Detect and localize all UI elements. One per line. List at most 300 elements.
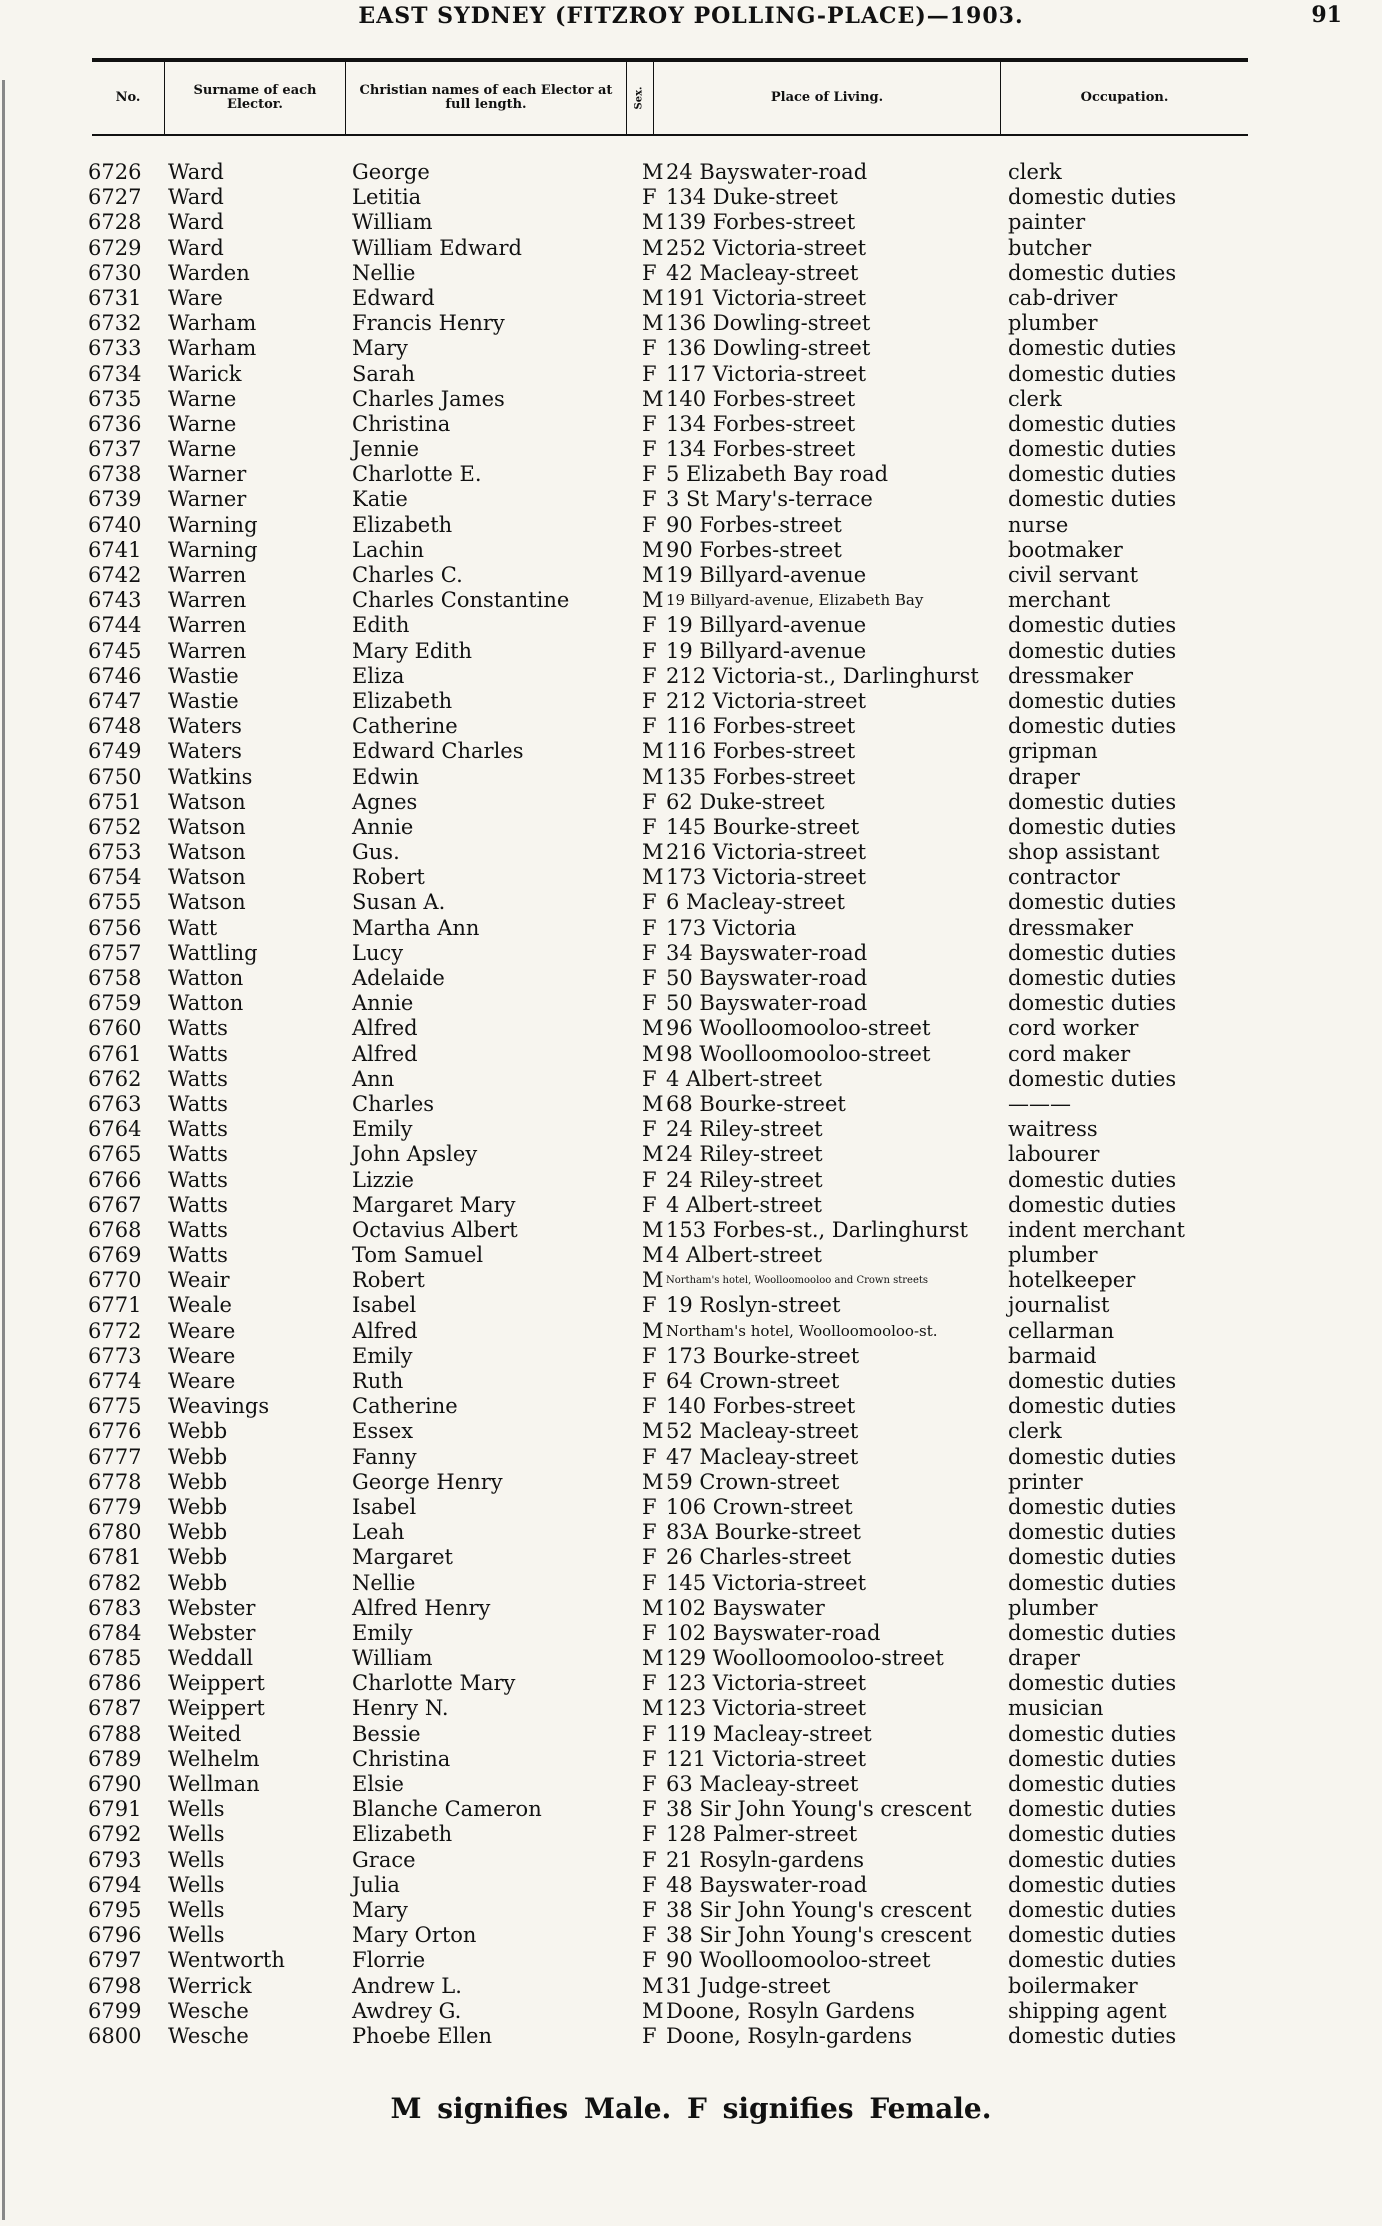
elector-place: 117 Victoria-street [666, 361, 867, 386]
table-row [0, 765, 1382, 790]
elector-surname: Webb [168, 1444, 228, 1469]
elector-occupation: domestic duties [1008, 462, 1177, 487]
elector-number: 6787 [88, 1696, 142, 1721]
elector-occupation: contractor [1008, 865, 1120, 890]
elector-christian-names: Mary [352, 1897, 408, 1922]
elector-christian-names: Fanny [352, 1444, 417, 1469]
table-row [0, 1898, 1382, 1923]
table-row [0, 1142, 1382, 1167]
table-row [0, 1948, 1382, 1973]
elector-number: 6772 [88, 1318, 142, 1343]
elector-number: 6781 [88, 1545, 142, 1570]
table-row [0, 1848, 1382, 1873]
elector-occupation: plumber [1008, 1243, 1098, 1268]
elector-christian-names: Edwin [352, 764, 419, 789]
elector-occupation: domestic duties [1008, 789, 1177, 814]
elector-sex: M [642, 865, 664, 890]
elector-number: 6784 [88, 1620, 142, 1645]
elector-sex: F [642, 462, 657, 487]
elector-surname: Weare [168, 1343, 236, 1368]
elector-sex: M [642, 739, 664, 764]
table-row [0, 2024, 1382, 2049]
elector-christian-names: Alfred [352, 1318, 418, 1343]
elector-christian-names: Emily [352, 1620, 413, 1645]
table-row [0, 1722, 1382, 1747]
elector-christian-names: John Apsley [352, 1142, 478, 1167]
elector-sex: F [642, 1570, 657, 1595]
elector-number: 6771 [88, 1293, 142, 1318]
elector-sex: M [642, 563, 664, 587]
elector-christian-names: Elizabeth [352, 1822, 453, 1847]
elector-occupation: domestic duties [1008, 1897, 1177, 1922]
table-row [0, 1772, 1382, 1797]
elector-number: 6756 [88, 915, 142, 940]
elector-number: 6796 [88, 1923, 142, 1948]
elector-number: 6785 [88, 1646, 142, 1671]
elector-christian-names: Andrew L. [352, 1973, 462, 1998]
elector-surname: Webb [168, 1494, 228, 1519]
elector-number: 6743 [88, 588, 142, 613]
elector-place: 173 Bourke-street [666, 1343, 860, 1368]
elector-occupation: domestic duties [1008, 1394, 1177, 1419]
elector-sex: F [642, 1369, 657, 1393]
elector-occupation: boilermaker [1008, 1973, 1138, 1998]
elector-place: 19 Roslyn-street [666, 1293, 841, 1318]
elector-place: 34 Bayswater-road [666, 940, 868, 965]
table-row [0, 236, 1382, 261]
elector-surname: Wesche [168, 1998, 249, 2023]
elector-surname: Warren [168, 613, 247, 638]
elector-place: 3 St Mary's-terrace [666, 487, 873, 512]
elector-surname: Ward [168, 185, 224, 210]
elector-surname: Ward [168, 235, 224, 260]
elector-number: 6759 [88, 991, 142, 1016]
elector-sex: F [642, 789, 657, 814]
elector-number: 6783 [88, 1595, 142, 1620]
elector-place: 145 Bourke-street [666, 814, 860, 839]
elector-number: 6755 [88, 890, 142, 915]
elector-place: Northam's hotel, Woolloomooloo and Crown streets [666, 1275, 929, 1287]
table-row [0, 1495, 1382, 1520]
elector-sex: M [642, 1646, 664, 1671]
elector-sex: M [642, 764, 664, 789]
elector-place: 128 Palmer-street [666, 1822, 858, 1847]
table-row [0, 1168, 1382, 1193]
elector-occupation: domestic duties [1008, 714, 1177, 739]
elector-surname: Ware [168, 285, 223, 310]
elector-christian-names: Elsie [352, 1772, 404, 1796]
table-row [0, 487, 1382, 512]
elector-surname: Watson [168, 865, 246, 890]
elector-surname: Weare [168, 1318, 236, 1343]
elector-number: 6734 [88, 361, 142, 386]
elector-sex: F [642, 1822, 657, 1847]
elector-surname: Watts [168, 1192, 228, 1217]
elector-number: 6780 [88, 1520, 142, 1545]
elector-list [0, 160, 1382, 2049]
elector-sex: M [642, 1217, 664, 1242]
elector-occupation: domestic duties [1008, 1620, 1177, 1645]
elector-christian-names: William [352, 210, 433, 235]
elector-occupation: plumber [1008, 311, 1098, 336]
elector-place: 31 Judge-street [666, 1973, 831, 1998]
elector-christian-names: Essex [352, 1419, 414, 1444]
table-row [0, 916, 1382, 941]
elector-occupation: waitress [1008, 1117, 1098, 1142]
elector-sex: F [642, 613, 657, 638]
table-row [0, 815, 1382, 840]
elector-place: Northam's hotel, Woolloomooloo-st. [666, 1321, 938, 1340]
elector-christian-names: Adelaide [352, 966, 445, 990]
header-sex [627, 62, 654, 134]
elector-christian-names: Henry N. [352, 1696, 449, 1721]
elector-christian-names: Sarah [352, 361, 415, 386]
elector-number: 6768 [88, 1217, 142, 1242]
elector-sex: F [642, 663, 657, 688]
elector-place: 6 Macleay-street [666, 890, 845, 915]
table-row [0, 437, 1382, 462]
elector-place: 4 Albert-street [666, 1243, 822, 1268]
elector-surname: Wells [168, 1872, 225, 1897]
elector-christian-names: Jennie [352, 437, 420, 462]
elector-christian-names: Katie [352, 487, 408, 512]
elector-number: 6738 [88, 462, 142, 487]
elector-surname: Wattling [168, 940, 258, 965]
elector-christian-names: Lizzie [352, 1167, 414, 1192]
elector-surname: Watts [168, 1217, 228, 1242]
elector-occupation: domestic duties [1008, 1923, 1177, 1948]
elector-number: 6795 [88, 1897, 142, 1922]
elector-surname: Wells [168, 1797, 225, 1822]
elector-christian-names: Annie [352, 991, 414, 1016]
elector-surname: Warham [168, 336, 257, 361]
elector-christian-names: Charles [352, 1091, 435, 1116]
elector-place: 38 Sir John Young's crescent [666, 1797, 972, 1822]
elector-occupation: domestic duties [1008, 411, 1177, 436]
elector-christian-names: Octavius Albert [352, 1217, 518, 1242]
elector-place: 64 Crown-street [666, 1369, 840, 1393]
elector-number: 6769 [88, 1243, 142, 1268]
table-row [0, 1696, 1382, 1721]
header-surname: Surname of each Elector. [165, 62, 346, 134]
elector-number: 6752 [88, 814, 142, 839]
elector-occupation: dressmaker [1008, 915, 1134, 940]
elector-number: 6754 [88, 865, 142, 890]
elector-surname: Wellman [168, 1772, 260, 1796]
elector-place: 90 Forbes-street [666, 537, 842, 562]
elector-place: 123 Victoria-street [666, 1671, 867, 1696]
elector-place: 19 Billyard-avenue [666, 613, 867, 638]
table-row [0, 1470, 1382, 1495]
table-row [0, 1545, 1382, 1570]
elector-surname: Warne [168, 411, 237, 436]
elector-sex: M [642, 1973, 664, 1998]
elector-occupation: domestic duties [1008, 940, 1177, 965]
elector-surname: Wells [168, 1897, 225, 1922]
elector-surname: Ward [168, 210, 224, 235]
elector-surname: Watkins [168, 764, 253, 789]
elector-number: 6778 [88, 1469, 142, 1494]
elector-number: 6770 [88, 1268, 142, 1293]
elector-christian-names: Florrie [352, 1948, 426, 1973]
elector-occupation: domestic duties [1008, 1369, 1177, 1393]
table-row [0, 966, 1382, 991]
elector-place: 98 Woolloomooloo-street [666, 1041, 931, 1066]
elector-place: 63 Macleay-street [666, 1772, 859, 1796]
table-row [0, 1419, 1382, 1444]
elector-number: 6744 [88, 613, 142, 638]
elector-sex: F [642, 2023, 657, 2048]
elector-christian-names: Lucy [352, 940, 404, 965]
elector-christian-names: Robert [352, 865, 425, 890]
table-row [0, 1873, 1382, 1898]
elector-occupation: domestic duties [1008, 966, 1177, 990]
elector-christian-names: Mary Orton [352, 1923, 477, 1948]
header-sex-label: Sex. [634, 86, 645, 110]
elector-place: 21 Rosyln-gardens [666, 1847, 865, 1872]
elector-number: 6777 [88, 1444, 142, 1469]
elector-occupation: gripman [1008, 739, 1098, 764]
elector-occupation: hotelkeeper [1008, 1268, 1136, 1293]
elector-occupation: butcher [1008, 235, 1092, 260]
table-row [0, 664, 1382, 689]
elector-number: 6758 [88, 966, 142, 990]
elector-occupation: painter [1008, 210, 1086, 235]
elector-sex: M [642, 1016, 664, 1041]
elector-number: 6789 [88, 1746, 142, 1771]
elector-christian-names: Phoebe Ellen [352, 2023, 492, 2048]
elector-christian-names: Robert [352, 1268, 425, 1293]
elector-surname: Watton [168, 966, 244, 990]
elector-occupation: domestic duties [1008, 1520, 1177, 1545]
elector-sex: F [642, 1394, 657, 1419]
elector-sex: F [642, 966, 657, 990]
elector-number: 6799 [88, 1998, 142, 2023]
elector-surname: Warren [168, 638, 247, 663]
elector-surname: Wells [168, 1923, 225, 1948]
elector-surname: Warne [168, 386, 237, 411]
elector-place: 106 Crown-street [666, 1494, 853, 1519]
page-title: EAST SYDNEY (FITZROY POLLING-PLACE)—1903. [358, 3, 1024, 29]
elector-surname: Warne [168, 437, 237, 462]
elector-sex: F [642, 1066, 657, 1091]
elector-christian-names: Nellie [352, 1570, 416, 1595]
elector-christian-names: Awdrey G. [352, 1998, 462, 2023]
table-row [0, 588, 1382, 613]
elector-surname: Weare [168, 1369, 236, 1393]
elector-number: 6729 [88, 235, 142, 260]
elector-occupation: domestic duties [1008, 1822, 1177, 1847]
elector-place: 119 Macleay-street [666, 1721, 872, 1746]
table-row [0, 538, 1382, 563]
table-row [0, 185, 1382, 210]
elector-surname: Webb [168, 1520, 228, 1545]
elector-place: Doone, Rosyln Gardens [666, 1998, 915, 2023]
elector-number: 6740 [88, 512, 142, 537]
elector-place: 38 Sir John Young's crescent [666, 1897, 972, 1922]
elector-christian-names: Charles Constantine [352, 588, 570, 613]
elector-sex: F [642, 487, 657, 512]
elector-place: 5 Elizabeth Bay road [666, 462, 889, 487]
elector-place: 19 Billyard-avenue [666, 563, 867, 587]
header-place: Place of Living. [654, 62, 1001, 134]
elector-sex: F [642, 940, 657, 965]
elector-surname: Weair [168, 1268, 230, 1293]
elector-sex: F [642, 1671, 657, 1696]
table-row [0, 639, 1382, 664]
elector-number: 6792 [88, 1822, 142, 1847]
elector-occupation: domestic duties [1008, 260, 1177, 285]
elector-surname: Webster [168, 1620, 256, 1645]
elector-occupation: merchant [1008, 588, 1111, 613]
elector-surname: Watson [168, 890, 246, 915]
elector-occupation: plumber [1008, 1595, 1098, 1620]
elector-occupation: domestic duties [1008, 1167, 1177, 1192]
elector-christian-names: Elizabeth [352, 512, 453, 537]
table-row [0, 1218, 1382, 1243]
elector-surname: Webb [168, 1570, 228, 1595]
elector-occupation: musician [1008, 1696, 1104, 1721]
elector-number: 6757 [88, 940, 142, 965]
elector-christian-names: Christina [352, 1746, 451, 1771]
elector-number: 6733 [88, 336, 142, 361]
elector-occupation: domestic duties [1008, 688, 1177, 713]
elector-sex: F [642, 814, 657, 839]
elector-christian-names: Susan A. [352, 890, 446, 915]
elector-number: 6761 [88, 1041, 142, 1066]
elector-surname: Warden [168, 260, 250, 285]
elector-sex: F [642, 1167, 657, 1192]
elector-place: 212 Victoria-st., Darlinghurst [666, 663, 979, 688]
elector-number: 6742 [88, 563, 142, 587]
elector-number: 6779 [88, 1494, 142, 1519]
elector-sex: M [642, 285, 664, 310]
elector-occupation: domestic duties [1008, 1494, 1177, 1519]
elector-occupation: bootmaker [1008, 537, 1123, 562]
elector-sex: M [642, 311, 664, 336]
elector-surname: Warham [168, 311, 257, 336]
elector-occupation: domestic duties [1008, 1797, 1177, 1822]
elector-sex: F [642, 638, 657, 663]
elector-place: 52 Macleay-street [666, 1419, 859, 1444]
elector-sex: F [642, 890, 657, 915]
elector-place: 136 Dowling-street [666, 336, 871, 361]
column-header-row [92, 58, 1248, 136]
elector-christian-names: Eliza [352, 663, 405, 688]
elector-number: 6726 [88, 160, 142, 184]
elector-number: 6766 [88, 1167, 142, 1192]
elector-christian-names: Bessie [352, 1721, 421, 1746]
elector-surname: Waters [168, 739, 242, 764]
table-row [0, 1042, 1382, 1067]
elector-place: 191 Victoria-street [666, 285, 867, 310]
elector-occupation: indent merchant [1008, 1217, 1185, 1242]
elector-surname: Watton [168, 991, 244, 1016]
elector-number: 6793 [88, 1847, 142, 1872]
elector-surname: Weited [168, 1721, 242, 1746]
elector-number: 6786 [88, 1671, 142, 1696]
elector-surname: Waters [168, 714, 242, 739]
elector-occupation: shop assistant [1008, 840, 1160, 865]
elector-christian-names: Alfred Henry [352, 1595, 491, 1620]
elector-christian-names: Julia [352, 1872, 400, 1897]
elector-number: 6798 [88, 1973, 142, 1998]
table-row [0, 1747, 1382, 1772]
elector-christian-names: Elizabeth [352, 688, 453, 713]
table-row [0, 261, 1382, 286]
elector-sex: M [642, 537, 664, 562]
elector-surname: Watt [168, 915, 218, 940]
elector-occupation: draper [1008, 1646, 1080, 1671]
elector-place: 134 Duke-street [666, 185, 838, 210]
elector-place: 129 Woolloomooloo-street [666, 1646, 944, 1671]
elector-sex: M [642, 1595, 664, 1620]
elector-place: 90 Forbes-street [666, 512, 842, 537]
elector-surname: Weippert [168, 1696, 265, 1721]
elector-christian-names: Charlotte E. [352, 462, 482, 487]
elector-sex: F [642, 1872, 657, 1897]
elector-number: 6751 [88, 789, 142, 814]
elector-place: 19 Billyard-avenue, Elizabeth Bay [666, 591, 924, 610]
table-row [0, 1999, 1382, 2024]
elector-number: 6748 [88, 714, 142, 739]
elector-occupation: domestic duties [1008, 1545, 1177, 1570]
elector-surname: Warren [168, 588, 247, 613]
elector-place: 145 Victoria-street [666, 1570, 867, 1595]
elector-sex: M [642, 1696, 664, 1721]
elector-sex: M [642, 840, 664, 865]
elector-place: 42 Macleay-street [666, 260, 859, 285]
header-no: No. [92, 62, 165, 134]
elector-place: 26 Charles-street [666, 1545, 852, 1570]
elector-christian-names: Gus. [352, 840, 400, 865]
elector-number: 6763 [88, 1091, 142, 1116]
elector-place: 173 Victoria [666, 915, 797, 940]
elector-occupation: domestic duties [1008, 1444, 1177, 1469]
elector-number: 6797 [88, 1948, 142, 1973]
table-row [0, 840, 1382, 865]
elector-place: 96 Woolloomooloo-street [666, 1016, 931, 1041]
table-row [0, 286, 1382, 311]
table-row [0, 1243, 1382, 1268]
page-number: 91 [1311, 2, 1342, 28]
elector-number: 6753 [88, 840, 142, 865]
elector-surname: Webb [168, 1419, 228, 1444]
table-row [0, 1369, 1382, 1394]
elector-surname: Wells [168, 1822, 225, 1847]
elector-sex: F [642, 1746, 657, 1771]
elector-christian-names: Francis Henry [352, 311, 505, 336]
elector-occupation: journalist [1008, 1293, 1110, 1318]
elector-surname: Watts [168, 1142, 228, 1167]
elector-number: 6794 [88, 1872, 142, 1897]
elector-sex: M [642, 1243, 664, 1268]
table-row [0, 1092, 1382, 1117]
elector-occupation: domestic duties [1008, 1671, 1177, 1696]
elector-occupation: domestic duties [1008, 437, 1177, 462]
elector-sex: F [642, 260, 657, 285]
elector-number: 6764 [88, 1117, 142, 1142]
table-row [0, 362, 1382, 387]
table-row [0, 1016, 1382, 1041]
elector-surname: Warner [168, 487, 247, 512]
elector-occupation: barmaid [1008, 1343, 1097, 1368]
elector-sex: F [642, 1897, 657, 1922]
elector-place: 102 Bayswater-road [666, 1620, 881, 1645]
elector-occupation: domestic duties [1008, 361, 1177, 386]
elector-number: 6746 [88, 663, 142, 688]
elector-sex: F [642, 336, 657, 361]
